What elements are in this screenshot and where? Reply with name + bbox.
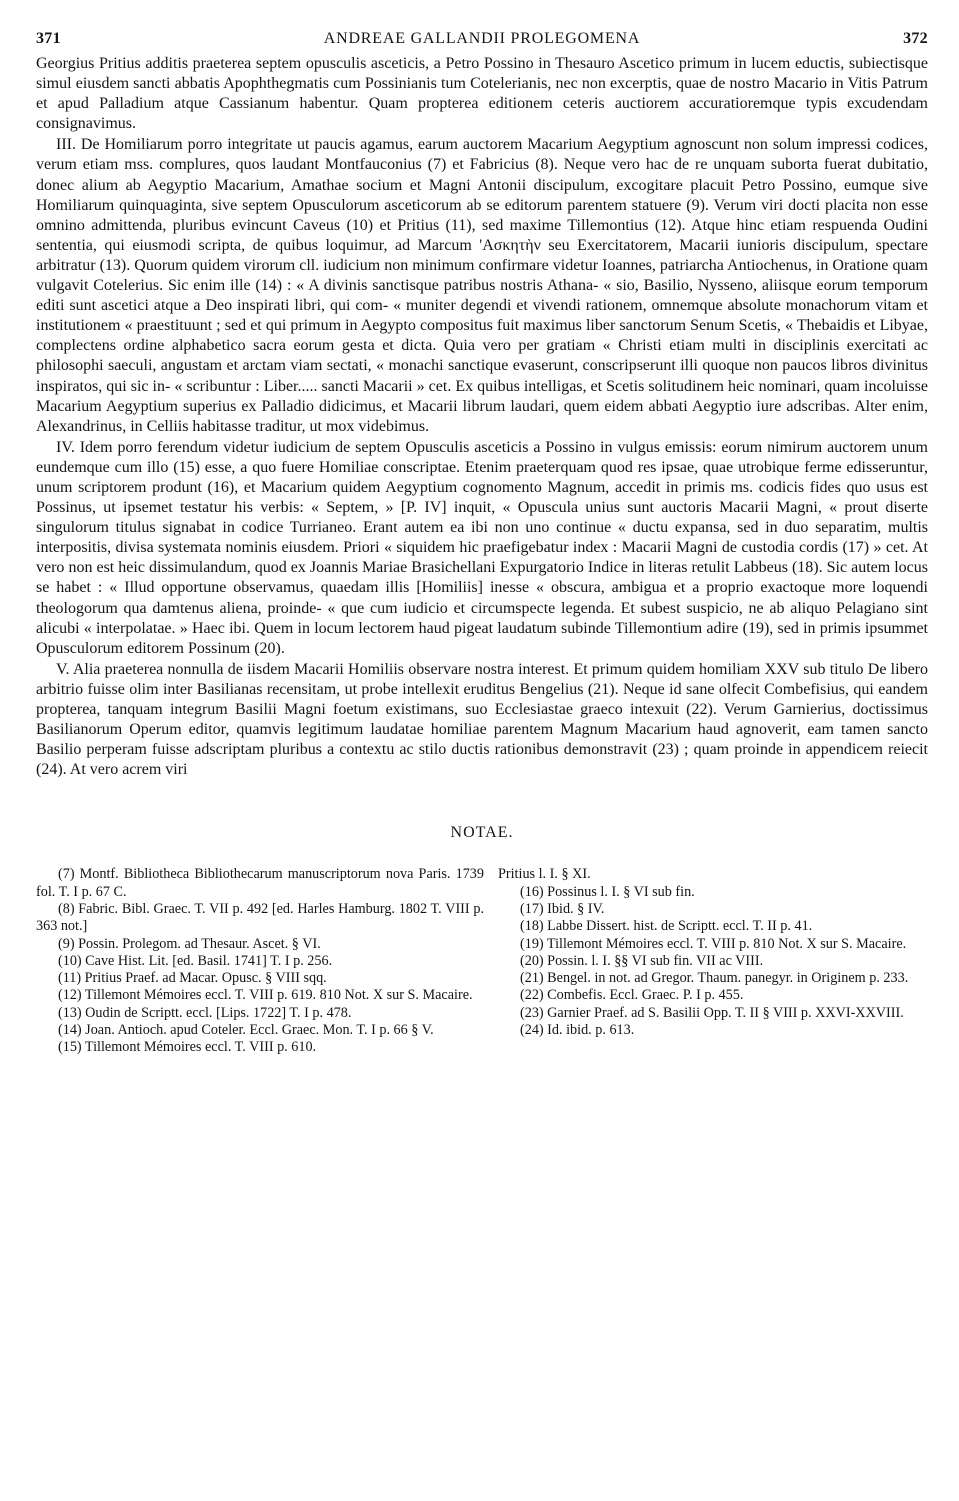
footnote-10: (10) Cave Hist. Lit. [ed. Basil. 1741] T. I p. 256. — [58, 952, 333, 969]
footnote-12: (12) Tillemont Mémoires eccl. T. VIII p. 619. 810 Not. X sur S. Macaire. — [58, 987, 473, 1004]
footnote-13: (13) Oudin de Scriptt. eccl. [Lips. 1722] T. I p. 478. — [58, 1004, 352, 1021]
footnote-22: (22) Combefis. Eccl. Graec. P. I p. 455. — [520, 987, 744, 1004]
document-page — [36, 30, 928, 1057]
footnote-15: (15) Tillemont Mémoires eccl. T. VIII p. 610. — [58, 1039, 317, 1056]
footnote-16: (16) Possinus l. I. § VI sub fin. — [520, 883, 695, 900]
footnote-11: (11) Pritius Praef. ad Macar. Opusc. § VIII sqq. — [58, 970, 327, 987]
footnote-18: (18) Labbe Dissert. hist. de Scriptt. eccl. T. II p. 41. — [520, 918, 813, 935]
main-text — [36, 54, 928, 780]
footnote-9: (9) Possin. Prolegom. ad Thesaur. Ascet. § VI. — [58, 935, 321, 952]
page-number-left: 371 — [36, 30, 61, 47]
page-header — [36, 30, 928, 48]
footnote-19: (19) Tillemont Mémoires eccl. T. VIII p. 810 Not. X sur S. Macaire. — [520, 935, 907, 952]
running-title: ANDREAE GALLANDII PROLEGOMENA — [323, 30, 641, 47]
paragraph-iv: IV. Idem porro ferendum videtur iudicium de septem Opusculis asceticis a Possino in vulgus emissis: eorum nimirum auctorem unum eundemque cum illo (15) esse, a quo fuere Homiliae conscriptae. Etenim praeterquam quod res ipsae, quae utrobique ferme edisseruntur, unum scriptorem produnt (16), et Macarium quidem Aegyptium cognomento Magnum, accedit in primis ms. codicis fides quo usus est Possinus, ut ipsemet testatur his verbis: « Septem, » [P. IV] inquit, « Opuscula unius sunt auctoris Macarii Magni, « prout diserte singulorum titulus signabat in codice Turrianeo. Erant autem ea ibi non uno continue « ductu expansa, sed in duo separatim, multis interpositis, divisa systemata nominis eiusdem. Priori « siquidem hic praefigebatur index : Macarii Magni de custodia cordis (17) » cet. At vero non est heic dissimulandum, quod ex Joannis Mariae Brasichellani Expurgatorio Indice in literas retulit Labbeus (18). Sic autem locus se habet : « Illud opportune observamus, quaedam illis [Homiliis] inesse « obscura, ambigua et a proprio exactoque more loquendi theologorum qua damtenus aliena, proinde- « que cum iudicio et circumspecte legenda. Et subest suspicio, ne ab aliquo Pelagiano sint alicubi « interpolatae. » Haec ibi. Quem in locum lectorem haud pigeat laudatum subinde Tillemontium adire (19), sed in primis ipsummet Opusculorum editorem Possinum (20). — [36, 438, 928, 657]
notes-heading: NOTAE. — [450, 824, 514, 842]
footnote-21: (21) Bengel. in not. ad Gregor. Thaum. panegyr. in Originem p. 233. — [520, 970, 909, 987]
footnote-20: (20) Possin. l. I. §§ VI sub fin. VII ac VIII. — [520, 952, 764, 969]
footnote-24: (24) Id. ibid. p. 613. — [520, 1022, 635, 1039]
footnote-8: (8) Fabric. Bibl. Graec. T. VII p. 492 [ed. Harles Hamburg. 1802 T. VIII p. 363 not.] — [36, 900, 484, 935]
footnotes-left-column — [36, 866, 484, 1056]
footnote-15-continuation: Pritius l. I. § XI. — [498, 866, 591, 883]
page-number-right: 372 — [903, 30, 928, 47]
footnotes-right-column — [498, 866, 928, 1056]
paragraph-v: V. Alia praeterea nonnulla de iisdem Macarii Homiliis observare nostra interest. Et primum quidem homiliam XXV sub titulo De libero arbitrio fuisse olim inter Basilianas recensitam, ut probe intellexit eruditus Bengelius (21). Neque id sane olfecit Combefisius, qui eandem propterea, tanquam integrum Basilii Magni foetum existimans, suo Ecclesiastae graeco intexuit (22). Verum Garnierius, doctissimus Basilianorum Operum editor, quamvis legitimum laudatae homiliae parentem Magnum Macarium haud agnoverit, eam tamen sancto Basilio perperam fuisse adscriptam pluribus a contextu ac stilo ductis rationibus demonstravit (23) ; quam proinde in appendicem reiecit (24). At vero acrem viri — [36, 660, 928, 779]
paragraph-continuation: Georgius Pritius additis praeterea septem opusculis asceticis, a Petro Possino in Thesauro Ascetico primum in lucem eductis, subiectisque simul eiusdem sancti abbatis Apophthegmatis cum Possinianis tum Cotelerianis, nec non excerptis, quae de nostro Macario in Vitis Patrum et apud Palladium atque Cassianum habentur. Quam propterea editionem ceteris auctiorem accuratioremque typis excudendam consignavimus. — [36, 55, 928, 133]
footnote-23: (23) Garnier Praef. ad S. Basilii Opp. T. II § VIII p. XXVI-XXVIII. — [520, 1004, 904, 1021]
footnote-7: (7) Montf. Bibliotheca Bibliothecarum manuscriptorum nova Paris. 1739 fol. T. I p. 67 C. — [36, 866, 484, 900]
footnotes — [36, 866, 928, 1056]
footnote-14: (14) Joan. Antioch. apud Coteler. Eccl. Graec. Mon. T. I p. 66 § V. — [58, 1022, 434, 1039]
footnote-17: (17) Ibid. § IV. — [520, 900, 605, 917]
paragraph-iii: III. De Homiliarum porro integritate ut paucis agamus, earum auctorem Macarium Aegyptium agnoscunt non solum impressi codices, verum etiam mss. complures, quos laudant Montfauconius (7) et Fabricius (8). Neque vero hac de re unquam suborta fuerat dubitatio, donec alium ab Aegyptio Macarium, Amathae socium et Magni Antonii discipulum, excogitare placuit Petro Possino, eumque sive Homiliarum quinquaginta, sive septem Opusculorum asceticorum ab se editorum parentem statuere (9). Verum viri docti placita non esse omnino admittenda, pluribus evincunt Caveus (10) et Pritius (11), sed maxime Tillemontius (12). Atque hinc etiam respuenda Oudini sententia, qui eiusmodi scripta, de quibus loquimur, ad Marcum 'Ασκητὴν seu Exercitatorem, Macarii iunioris discipulum, spectare arbitratur (13). Quorum quidem virorum cll. iudicium non minimum confirmare videtur Ioannes, patriarcha Antiochenus, in Oratione quam vulgavit Cotelerius. Sic enim ille (14) : « A divinis sanctisque patribus nostris Athana- « sio, Basilio, Nysseno, aliisque eorum temporum editi sunt ascetici atque a Deo inspirati libri, qui com- « muniter degendi et vivendi rationem, omnemque absolute monachorum vitam et institutionem « praestituunt ; sed et qui primum in Aegypto compositus fuit maximus liber sanctorum Senum Scetis, « Thebaidis et Libyae, complectens ordine alphabetico sacra eorum gesta et dicta. Quia vero per gratiam « Christi etiam multi in disciplinis exercitati ac philosophi saeculi, angustam et arctam viam sectati, « monachi sanctique evaserunt, conscripserunt illi quoque non paucos libros divinitus inspiratos, qui sic in- « scribuntur : Liber..... sancti Macarii » cet. Ex quibus intelligas, et Scetis solitudinem heic nominari, quam incoluisse Macarium Aegyptium superius ex Palladio didicimus, et Macarii librum laudari, quem eidem abbati Aegyptio iure adscribas. Alter enim, Alexandrinus, in Celliis habitasse traditur, ut mox videbimus. — [36, 136, 928, 435]
